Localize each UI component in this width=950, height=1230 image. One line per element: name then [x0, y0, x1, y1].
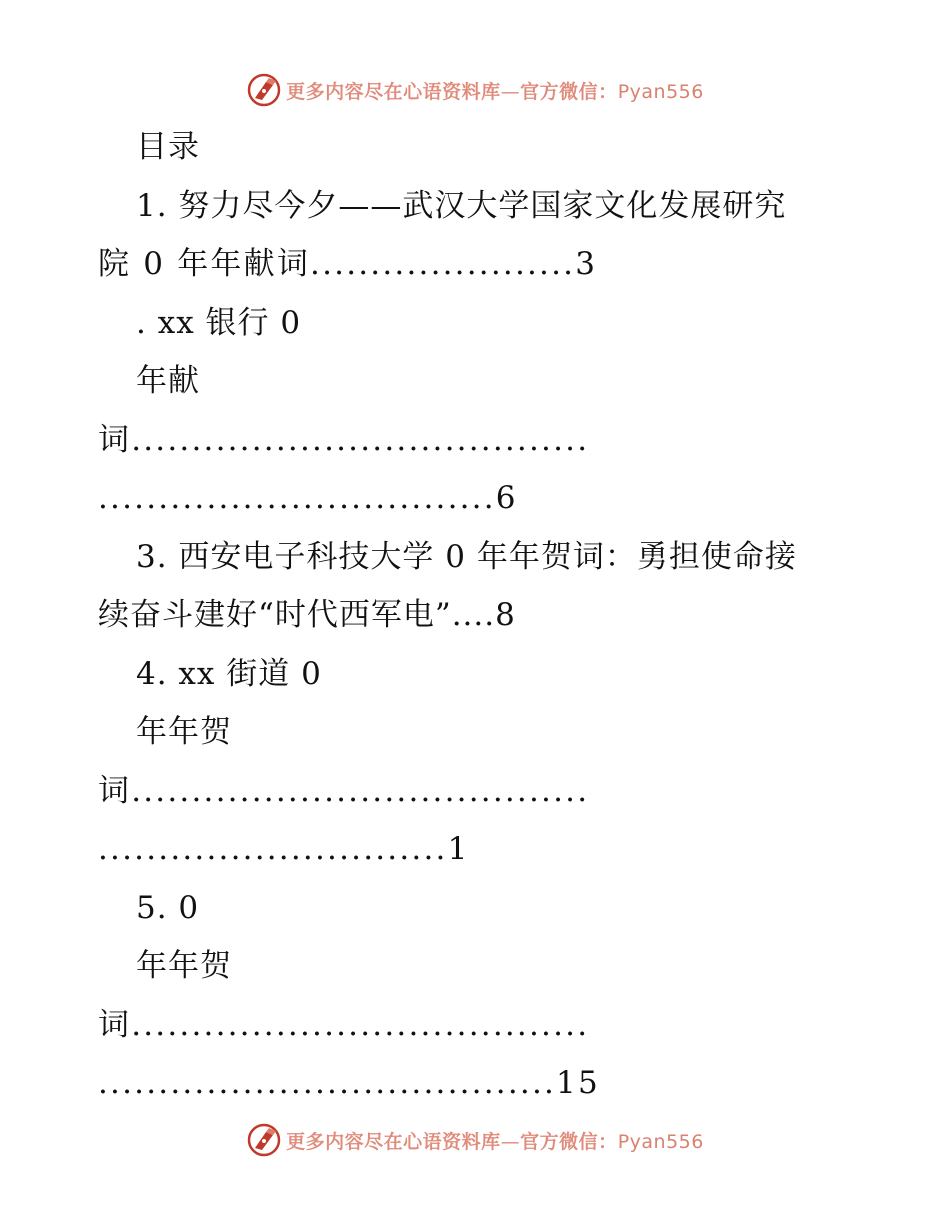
toc-line: 1. 努力尽今夕——武汉大学国家文化发展研究 — [136, 187, 787, 224]
toc-line: 年年贺 — [136, 714, 232, 750]
toc-line: 词...................................... — [98, 772, 590, 809]
toc-line: 词...................................... — [98, 421, 590, 458]
banner-separator: — — [500, 80, 521, 103]
pen-nib-logo-icon — [246, 72, 282, 108]
banner-official-text: 官方微信： — [520, 1130, 618, 1153]
banner-wechat-id: Pyan556 — [617, 1130, 704, 1153]
banner-official-text: 官方微信： — [520, 80, 618, 103]
footer-banner — [0, 1120, 950, 1160]
table-of-contents — [98, 118, 858, 1113]
banner-text — [286, 1127, 704, 1154]
banner-site-text: 更多内容尽在心语资料库 — [286, 1130, 501, 1153]
toc-line: .............................1 — [98, 831, 470, 867]
toc-line: . xx 银行 0 — [136, 304, 302, 341]
toc-title: 目录 — [136, 129, 200, 165]
toc-line: 3. 西安电子科技大学 0 年年贺词：勇担使命接 — [136, 538, 797, 575]
toc-line: 年年贺 — [136, 948, 232, 984]
banner-separator: — — [500, 1130, 521, 1153]
toc-line: 词...................................... — [98, 1006, 590, 1043]
header-banner — [0, 70, 950, 110]
toc-line: 5. 0 — [136, 889, 200, 926]
banner-text — [286, 77, 704, 104]
toc-line: 4. xx 街道 0 — [136, 655, 322, 692]
toc-line: .................................6 — [98, 480, 518, 516]
toc-line: 续奋斗建好“时代西军电”....8 — [98, 597, 516, 633]
banner-site-text: 更多内容尽在心语资料库 — [286, 80, 501, 103]
banner-wechat-id: Pyan556 — [617, 80, 704, 103]
pen-nib-logo-icon — [246, 1122, 282, 1158]
toc-line: 年献 — [136, 363, 200, 399]
toc-line: 院 0 年年献词......................3 — [98, 246, 598, 282]
toc-line: ......................................15 — [98, 1065, 600, 1101]
